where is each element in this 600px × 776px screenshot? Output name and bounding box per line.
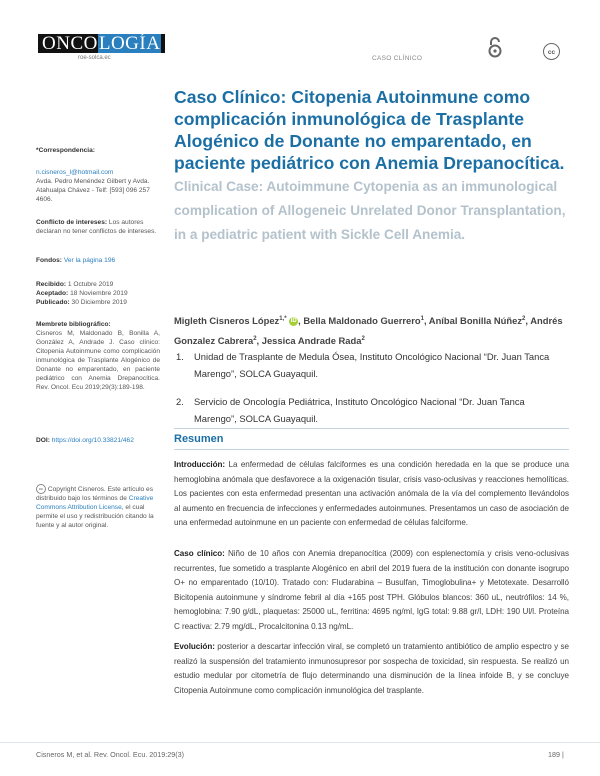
abstract-case: Caso clínico: Niño de 10 años con Anemia drepanocítica (2009) con esplenectomía y crisis veno-oclusivas recurrentes, fue sometido a trasplante Alogénico en abril del 2019 fuera de la institución con donante isogrupo O+ no emparentado (10/10). Tratado con: Fludarabina – Busulfan, Timoglobulina+ y Metotexate. Desarrolló Bicitopenia autoinmune y síndrome febril al día +165 post TPH. Glóbulos blancos: 360 uL, neutrófilos: 14 %, hemoglobina: 7.90 g/dL, plaquetas: 25000 uL, ferritina: 4695 ng/ml, IgG total: 9.88 gr/l, LDH: 190 Ul/l. Proteína C reactiva: 2.79 mg/dL, Procalcitonina 0.13 ng/mL. [174,549,569,631]
author-name: , Aníbal Bonilla Núñez [423,315,523,327]
doi: DOI: https://doi.org/10.33821/462 [36,437,134,444]
correspondence-label: *Correspondencia: [36,147,95,154]
doi-link[interactable]: https://doi.org/10.33821/462 [51,437,134,444]
author-name: , Jessica Andrade Rada [256,335,362,347]
journal-logo: ONCO LOGÍA [38,34,165,52]
footer-citation: Cisneros M, et al. Rev. Oncol. Ecu. 2019:29(3) [36,750,185,759]
citation-block: Membrete bibliográfico: Cisneros M, Maldonado B, Bonilla A, González A, Andrade J. Caso clínico: Citopenia Autoinmune como complicación inmunológica de Trasplante Alogénico de Donante no emparentado, en paciente pediátrico con Anemia Drepanocítica. Rev. Oncol. Ecu 2019;29(3):189-198. [36,321,160,391]
author-name: , Andrés Gonzalez Cabrera [174,315,563,347]
article-title [174,86,569,246]
footer-divider [0,742,600,743]
title-english: Clinical Case: Autoimmune Cytopenia as an immunological complication of Allogeneic Unrelated Donor Transplantation, in a pediatric patient with Sickle Cell Anemia. [174,179,566,242]
abstract-evolution: Evolución: posterior a descartar infección viral, se completó un tratamiento antibiótico de amplio espectro y se realizó la suspensión del tratamiento inmunosupresor por sospecha de toxicidad, sin respuesta. Se realizó un estudio medular por citometría de flujo determinando una disminución de la línea infoide B, y se concluye Citopenia Autoinmune como complicación inmunológica del trasplante. [174,642,569,695]
page-number: 189 | [548,750,564,759]
divider [174,449,569,450]
author-name: Migleth Cisneros López [174,315,280,327]
section-tag: CASO CLÍNICO [372,55,423,62]
license-link[interactable]: Creative Commons Attribution License [36,495,154,511]
affiliation-2: 2. Servicio de Oncología Pediátrica, Instituto Oncológico Nacional “Dr. Juan Tanca Marengo”, SOLCA Guayaquil. [176,396,525,424]
copyright: cc Copyright Cisneros. Este artículo es distribuido bajo los términos de Creative Commons Attribution License, el cual permite el uso y redistribución citando la fuente y al autor original. [36,485,154,529]
orcid-icon[interactable]: iD [290,318,297,325]
dates: Recibido: 1 Octubre 2019 Aceptado: 18 Noviembre 2019 Publicado: 30 Diciembre 2019 [36,281,128,306]
affiliation-1: 1. Unidad de Trasplante de Medula Ósea, Instituto Oncológico Nacional “Dr. Juan Tanca Marengo”, SOLCA Guayaquil. [176,351,550,379]
abstract-heading: Resumen [174,433,224,445]
funding-link[interactable]: Ver la página 196 [63,257,116,264]
open-access-icon [486,36,504,58]
author-list: Migleth Cisneros López$^{1,*}$ iD , Bella Maldonado Guerrero$^1$, Aníbal Bonilla Núñez$^2$, Andrés Gonzalez Cabrera$^2$, Jessica Andrade Rada$^2$ [174,315,563,347]
conflicts: Conflicto de intereses: Los autores declaran no tener conflictos de intereses. [36,219,157,235]
email-link[interactable]: n.cisneros_l@hotmail.com [36,169,114,176]
author-name: , Bella Maldonado Guerrero [298,315,421,327]
journal-website: roe-solca.ec [78,55,111,61]
correspondence-block: n.cisneros_l@hotmail.com Avda. Pedro Menéndez Gilbert y Avda. Atahualpa Chávez - Telf: [593] 096 257 4606. [36,169,150,203]
divider [174,428,569,429]
abstract-introduction: Introducción: La enfermedad de células falciformes es una condición heredada en la que se produce una hemoglobina anómala que desfavorece a la oxigenación tisular, crisis vaso-oclusivas y reacciones hemolíticas. Los pacientes con esta enfermedad presentan una activación anómala de la vía del complemento llevándolos al aumento en frecuencia de infecciones y enfermedades autoinmunes. Presentamos un caso de asociación de una enfermedad autoinmune en un paciente con enfermedad de células falciforme. [174,460,569,528]
funding: Fondos: Ver la página 196 [36,257,116,264]
creative-commons-icon: cc [543,43,560,60]
title-spanish: Caso Clínico: Citopenia Autoinmune como complicación inmunológica de Trasplante Alogénico de Donante no emparentado, en paciente pediátrico con Anemia Drepanocítica. [174,87,565,173]
cc-small-icon: cc [36,484,46,494]
